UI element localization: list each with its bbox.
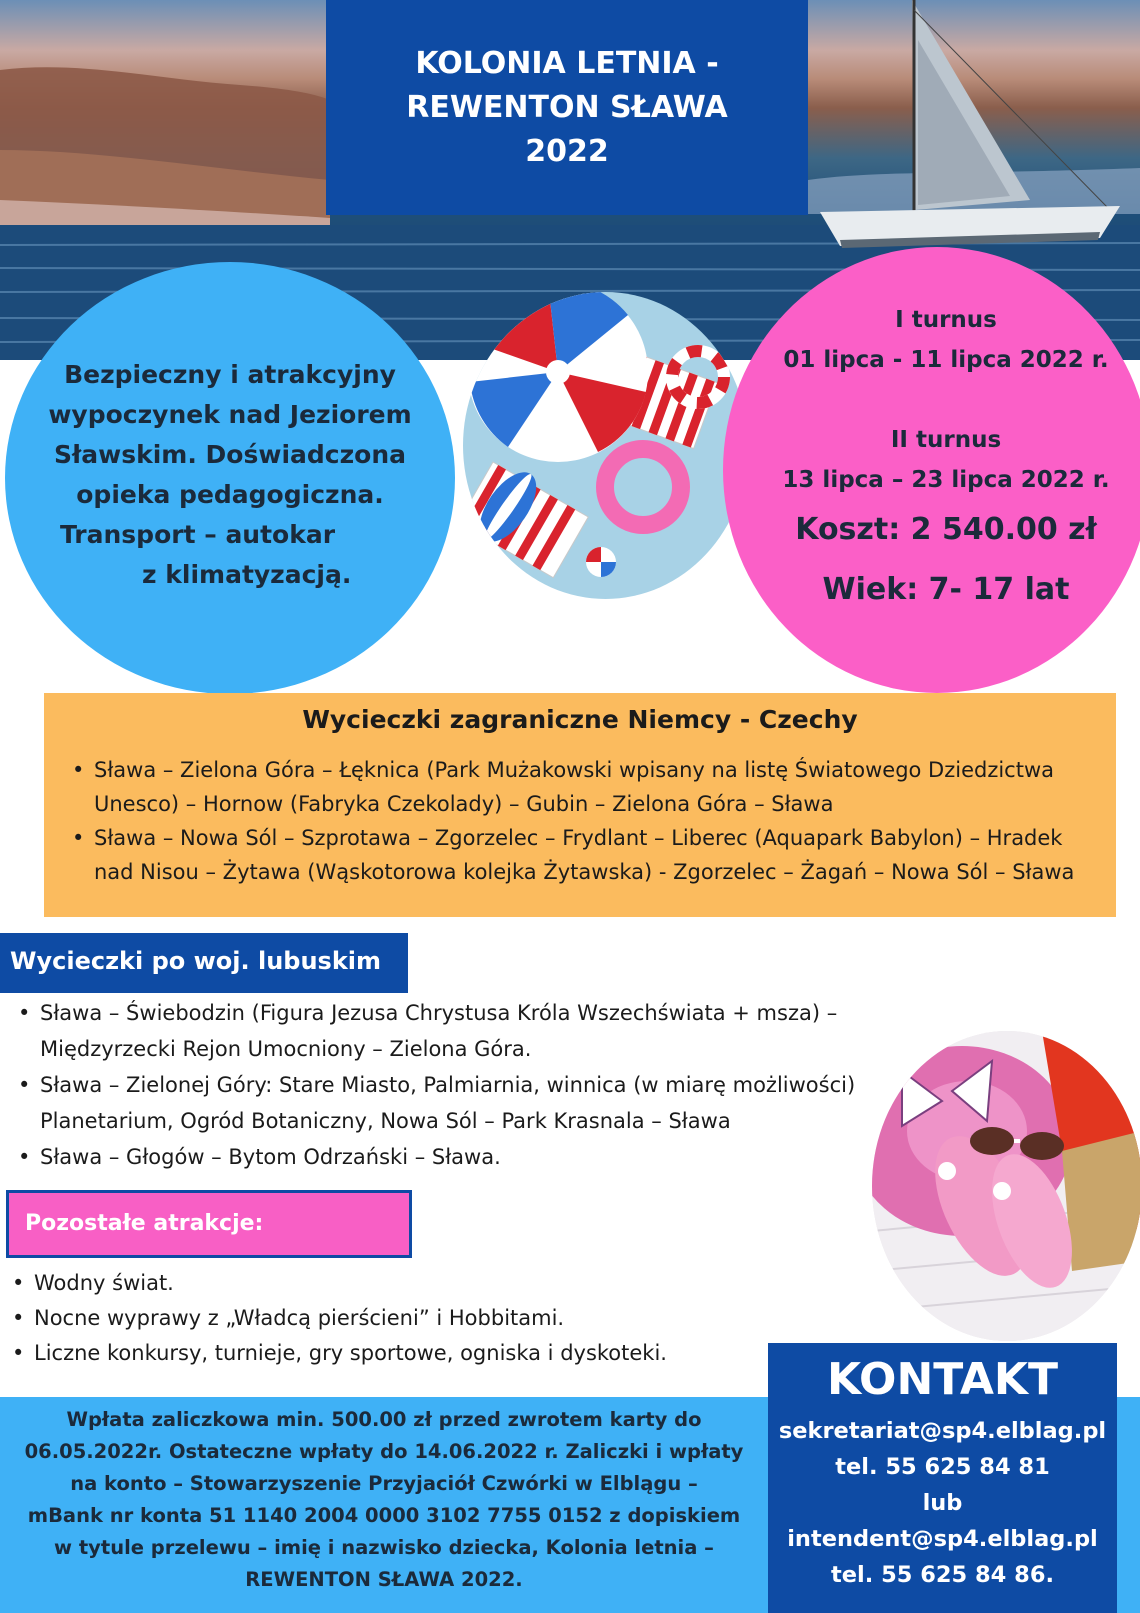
other-heading (6, 1190, 412, 1258)
contact-email-2[interactable]: intendent@sp4.elblag.pl (787, 1526, 1098, 1552)
intro-line: z klimatyzacją. (142, 560, 352, 589)
payment-line: Wpłata zaliczkowa min. 500.00 zł przed zwrotem karty do (66, 1408, 702, 1431)
contact-title: KONTAKT (826, 1354, 1059, 1405)
payment-line: REWENTON SŁAWA 2022. (245, 1568, 523, 1591)
age: Wiek: 7- 17 lat (822, 572, 1070, 607)
contact-box (768, 1343, 1117, 1613)
turnus-info (740, 300, 1140, 620)
beach-ball-icon (463, 292, 748, 599)
contact-email-1[interactable]: sekretariat@sp4.elblag.pl (778, 1418, 1107, 1444)
turnus-1-dates: 01 lipca - 11 lipca 2022 r. (783, 347, 1109, 373)
contact-phone-1[interactable]: tel. 55 625 84 81 (835, 1454, 1050, 1480)
beach-illustration (463, 292, 748, 599)
turnus-2-dates: 13 lipca – 23 lipca 2022 r. (782, 467, 1110, 493)
list-item: • Wodny świat. (34, 1266, 774, 1301)
intro-line: Bezpieczny i atrakcyjny (64, 360, 396, 389)
payment-line: w tytule przelewu – imię i nazwisko dziecka, Kolonia letnia – (54, 1536, 714, 1559)
intro-text (30, 355, 430, 595)
payment-line: 06.05.2022r. Ostateczne wpłaty do 14.06.2022 r. Zaliczki i wpłaty (24, 1440, 744, 1463)
intro-line: Sławskim. Doświadczona (53, 440, 407, 469)
intro-line: opieka pedagogiczna. (76, 480, 384, 509)
list-item: • Sława – Zielonej Góry: Stare Miasto, Palmiarnia, winnica (w miarę możliwości) Planetarium, Ogród Botaniczny, Nowa Sól – Park Krasnala – Sława (40, 1067, 940, 1139)
lubuskie-title: Wycieczki po woj. lubuskim (10, 947, 382, 975)
title-line-2: REWENTON SŁAWA (406, 89, 728, 125)
payment-line: mBank nr konta 51 1140 2004 0000 3102 7755 0152 z dopiskiem (27, 1504, 741, 1527)
title-line-3: 2022 (525, 133, 609, 169)
summer-photo (872, 1031, 1140, 1341)
contact-phone-2[interactable]: tel. 55 625 84 86. (830, 1562, 1055, 1588)
turnus-2-label: II turnus (890, 427, 1002, 453)
title-box (326, 0, 808, 215)
list-item: • Liczne konkursy, turnieje, gry sportowe, ogniska i dyskoteki. (34, 1336, 774, 1371)
turnus-1-label: I turnus (895, 307, 997, 333)
intro-line: wypoczynek nad Jeziorem (48, 400, 412, 429)
lubuskie-heading (0, 933, 408, 993)
list-item: • Nocne wyprawy z „Władcą pierścieni” i Hobbitami. (34, 1301, 774, 1336)
title-line-1: KOLONIA LETNIA - (415, 45, 719, 81)
payment-line: na konto – Stowarzyszenie Przyjaciół Czwórki w Elblągu – (70, 1472, 698, 1495)
list-item: • Sława – Głogów – Bytom Odrzański – Sława. (40, 1139, 940, 1175)
abroad-trips-list (94, 753, 1104, 889)
list-item: • Sława – Zielona Góra – Łęknica (Park Mużakowski wpisany na listę Światowego Dziedzictwa Unesco) – Hornow (Fabryka Czekolady) – Gubin – Zielona Góra – Sława (94, 753, 1104, 821)
intro-line: Transport – autokar (60, 520, 336, 549)
other-list (34, 1266, 774, 1371)
other-title: Pozostałe atrakcje: (25, 1211, 264, 1236)
abroad-trips-box (44, 693, 1116, 917)
cost: Koszt: 2 540.00 zł (795, 512, 1097, 547)
spacer (740, 380, 1140, 420)
lubuskie-list (40, 995, 940, 1175)
payment-info (6, 1404, 762, 1596)
abroad-trips-title: Wycieczki zagraniczne Niemcy - Czechy (302, 705, 858, 734)
summer-accessories-icon (872, 1031, 1140, 1341)
contact-or: lub (922, 1490, 963, 1516)
list-item: • Sława – Świebodzin (Figura Jezusa Chrystusa Króla Wszechświata + msza) – Międzyrzecki Rejon Umocniony – Zielona Góra. (40, 995, 940, 1067)
list-item: • Sława – Nowa Sól – Szprotawa – Zgorzelec – Frydlant – Liberec (Aquapark Babylon) – Hradek nad Nisou – Żytawa (Wąskotorowa kolejka Żytawska) - Zgorzelec – Żagań – Nowa Sól – Sława (94, 821, 1104, 889)
